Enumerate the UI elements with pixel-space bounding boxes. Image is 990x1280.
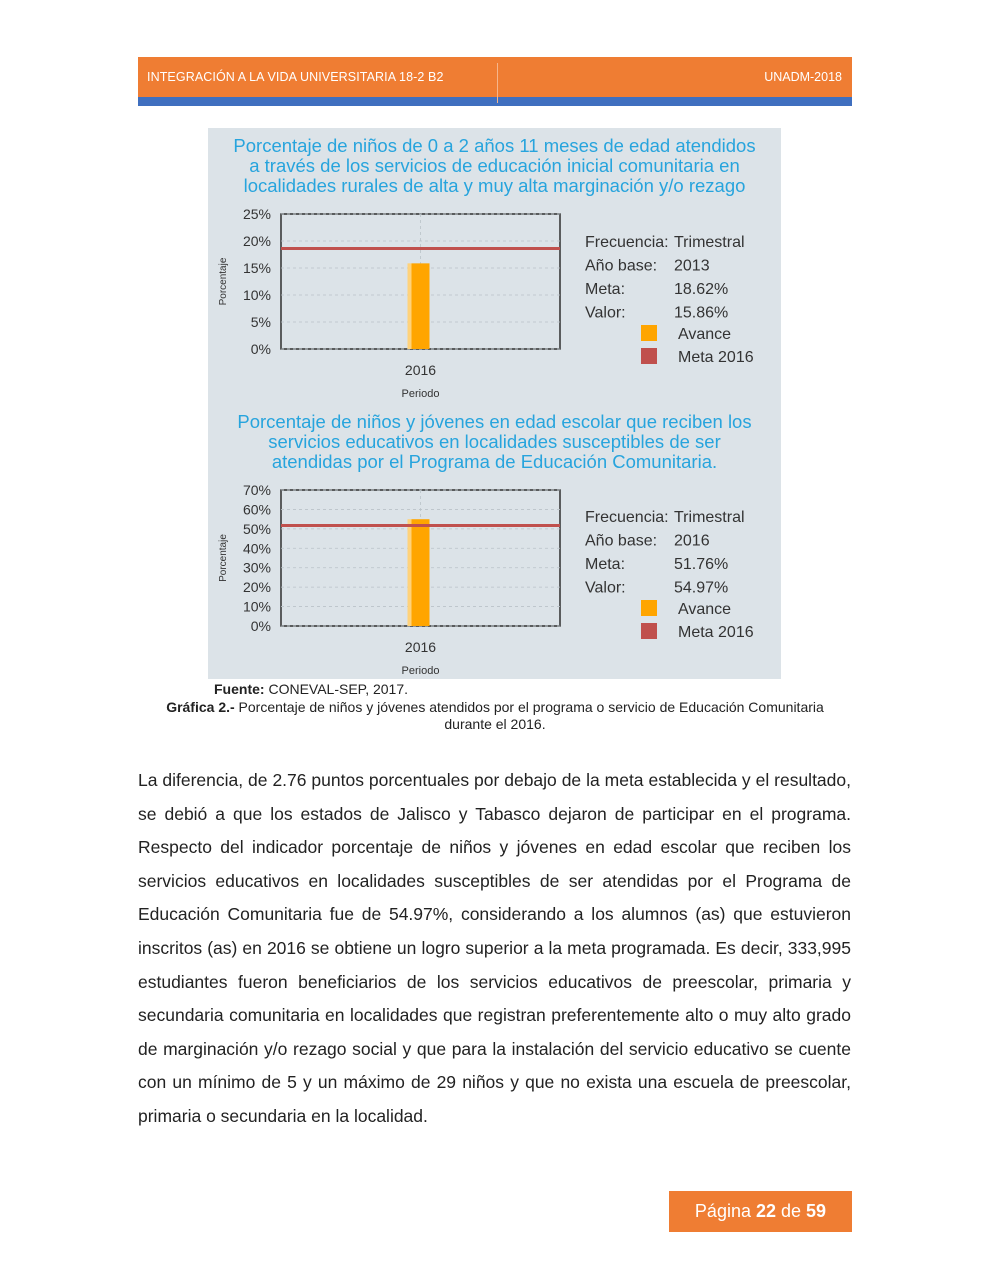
caption-label: Gráfica 2.- [166,699,235,715]
info-label: Frecuencia: [585,234,669,251]
y-tick-label: 0% [250,618,271,634]
info-label: Año base: [585,257,658,275]
legend-avance-label: Avance [678,326,732,343]
info-label: Valor: [585,579,626,597]
header-course-title: INTEGRACIÓN A LA VIDA UNIVERSITARIA 18-2 B2 [147,70,444,84]
y-tick-label: 20% [242,233,271,249]
legend-meta-label: Meta 2016 [678,349,754,366]
bar-2016 [412,519,430,626]
info-value: Trimestral [674,509,745,526]
info-value: Trimestral [674,234,745,251]
header-divider [497,63,498,103]
chart-2 [208,478,781,678]
info-label: Meta: [585,281,626,298]
of-word: de [776,1201,807,1221]
chart-1-title [208,136,781,196]
header-institution: UNADM-2018 [764,70,842,84]
page-number-badge [669,1191,852,1232]
info-value: 18.62% [674,281,729,298]
info-label: Frecuencia: [585,509,669,526]
bar-highlight [408,263,412,349]
figure-source [214,681,408,697]
chart-panel [208,128,781,679]
body-paragraph: La diferencia, de 2.76 puntos porcentuales por debajo de la meta establecida y el resultado, se debió a que los estados de Jalisco y Tabasco dejaron de participar en el programa. Respecto del indicador porcentaje de niños y jóvenes en edad escolar que reciben los servicios educativos en localidades susceptibles de ser atendidas por el Programa de Educación Comunitaria fue de 54.97%, considerando a los alumnos (as) que estuvieron inscritos (as) en 2016 se obtiene un logro superior a la meta programada. Es decir, 333,995 estudiantes fueron beneficiarios de los servicios educativos de preescolar, primaria y secundaria comunitaria en localidades que registran preferentemente alto o muy alto grado de marginación y/o rezago social y que para la instalación del servicio educativo se cuente con un mínimo de 5 y un máximo de 29 niños y que no exista una escuela de preescolar, primaria o secundaria en la localidad. [138,770,851,1126]
chart-1-title-line: Porcentaje de niños de 0 a 2 años 11 meses de edad atendidos [233,135,756,156]
x-axis-label: Periodo [401,388,440,400]
info-value: 15.86% [674,304,729,322]
current-page: 22 [755,1201,777,1221]
page-word: Página [694,1201,756,1221]
info-label: Valor: [585,304,626,322]
y-tick-label: 25% [242,206,271,222]
y-axis-label: Porcentaje [218,534,229,582]
x-tick-label: 2016 [404,639,437,655]
legend-avance-swatch [641,325,657,341]
y-tick-label: 50% [242,520,271,537]
bar-highlight [408,519,412,626]
legend-meta-swatch [641,623,657,639]
source-label: Fuente: [214,681,265,697]
total-pages: 59 [806,1201,827,1221]
chart-2-title-line: servicios educativos en localidades susceptibles de ser [268,431,721,452]
info-value: 51.76% [674,556,729,573]
y-tick-label: 60% [242,501,271,518]
legend-meta-label: Meta 2016 [678,624,754,641]
chart-2-title-line: Porcentaje de niños y jóvenes en edad escolar que reciben los [237,411,752,432]
y-tick-label: 10% [242,598,271,615]
y-tick-label: 15% [242,260,271,276]
info-value: 54.97% [674,579,729,597]
chart-2-title [208,412,781,472]
y-tick-label: 30% [242,559,271,576]
figure-caption [150,699,840,733]
chart-2-title-line: atendidas por el Programa de Educación Comunitaria. [271,451,718,472]
chart-1-title-line: localidades rurales de alta y muy alta marginación y/o rezago [243,175,746,196]
chart-1 [208,200,781,410]
info-label: Año base: [585,532,658,550]
y-tick-label: 40% [242,540,271,557]
x-axis-label: Periodo [401,665,440,677]
y-tick-label: 0% [250,341,271,357]
y-tick-label: 5% [250,314,271,330]
info-label: Meta: [585,556,626,573]
y-axis-label: Porcentaje [218,257,229,306]
legend-avance-swatch [641,600,657,616]
info-value: 2016 [674,532,710,550]
source-text: CONEVAL-SEP, 2017. [264,681,409,697]
caption-text: Porcentaje de niños y jóvenes atendidos por el programa o servicio de Educación Comunitaria durante el 2016. [234,699,824,732]
y-tick-label: 70% [242,482,271,498]
header-accent-bar [138,97,852,106]
info-value: 2013 [674,257,710,275]
legend-avance-label: Avance [678,601,732,618]
y-tick-label: 20% [242,579,271,596]
legend-meta-swatch [641,348,657,364]
chart-1-title-line: a través de los servicios de educación inicial comunitaria en [249,155,740,176]
x-tick-label: 2016 [404,362,437,378]
y-tick-label: 10% [242,287,271,303]
bar-2016 [412,263,430,349]
